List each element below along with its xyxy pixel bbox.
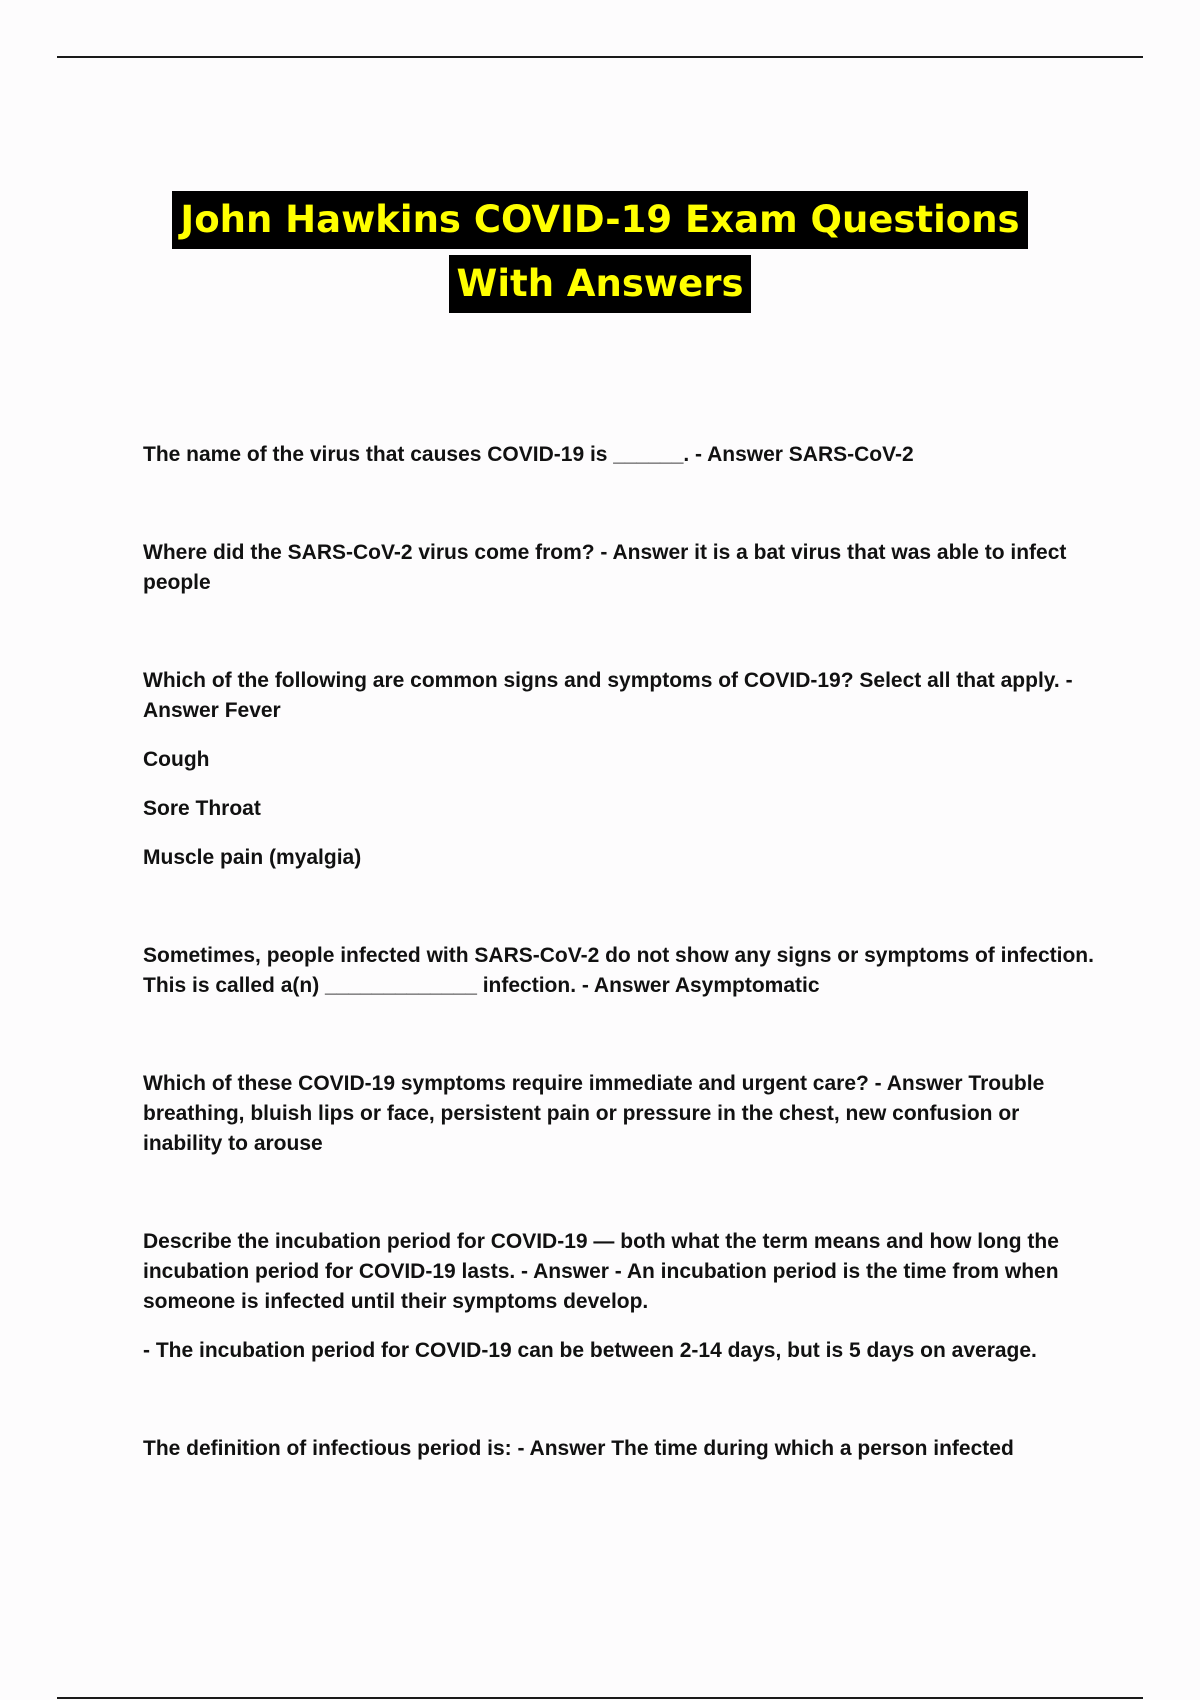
qa-text: Where did the SARS-CoV-2 virus come from? - Answer it is a bat virus that was able to infect people: [143, 541, 1067, 594]
qa-item: [143, 538, 1103, 598]
qa-text: The definition of infectious period is: - Answer The time during which a person infected: [143, 1437, 1014, 1460]
qa-item: [143, 1069, 1103, 1159]
answer-line: Sore Throat: [143, 797, 261, 820]
bottom-rule: [57, 1697, 1143, 1699]
qa-text: The name of the virus that causes COVID-19 is ______. - Answer SARS-CoV-2: [143, 443, 914, 466]
qa-text: Describe the incubation period for COVID-19 — both what the term means and how long the incubation period for COVID-19 lasts. - Answer - An incubation period is the time from when someone is infected until their symptoms develop.: [143, 1230, 1059, 1313]
title-line-2: With Answers: [449, 255, 752, 313]
title-line-1: John Hawkins COVID-19 Exam Questions: [172, 191, 1027, 249]
qa-item: [143, 440, 1103, 470]
qa-text: Which of the following are common signs and symptoms of COVID-19? Select all that apply. - Answer Fever: [143, 669, 1073, 722]
document-title: [0, 191, 1200, 313]
qa-item: [143, 666, 1103, 873]
qa-list: [143, 440, 1103, 1464]
top-rule: [57, 56, 1143, 58]
answer-line: Muscle pain (myalgia): [143, 846, 362, 869]
qa-text: Sometimes, people infected with SARS-CoV-2 do not show any signs or symptoms of infection. This is called a(n) _____________ infection. - Answer Asymptomatic: [143, 944, 1094, 997]
qa-item: [143, 1434, 1103, 1464]
qa-item: [143, 941, 1103, 1001]
answer-line: Cough: [143, 748, 210, 771]
qa-text: Which of these COVID-19 symptoms require immediate and urgent care? - Answer Trouble breathing, bluish lips or face, persistent pain or pressure in the chest, new confusion or inability to arouse: [143, 1072, 1045, 1155]
answer-line: - The incubation period for COVID-19 can be between 2-14 days, but is 5 days on average.: [143, 1339, 1037, 1362]
qa-item: [143, 1227, 1103, 1366]
